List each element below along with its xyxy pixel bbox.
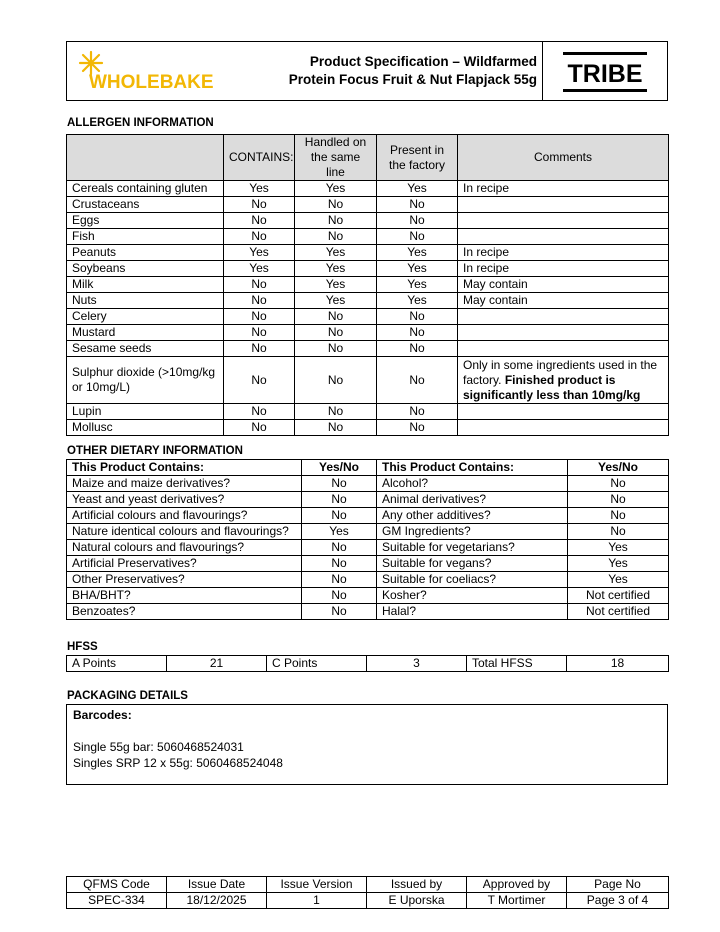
allergen-same-line: No: [295, 404, 377, 420]
allergen-row: [67, 404, 669, 420]
allergen-contains: No: [224, 293, 295, 309]
allergen-same-line: Yes: [295, 181, 377, 197]
allergen-comment: [458, 261, 669, 277]
dietary-col-left-value: Yes/No: [302, 460, 377, 476]
dietary-left-value: No: [302, 492, 377, 508]
dietary-left-value: Yes: [302, 524, 377, 540]
dietary-left-value: No: [302, 572, 377, 588]
allergen-name: Mustard: [67, 325, 224, 341]
allergen-comment: [458, 341, 669, 357]
allergen-comment: [458, 404, 669, 420]
dietary-table: [66, 459, 669, 620]
footer-table: [66, 876, 669, 909]
dietary-left-item: Artificial colours and flavourings?: [67, 508, 302, 524]
allergen-comment-text: In recipe: [463, 261, 510, 275]
dietary-left-value: No: [302, 604, 377, 620]
allergen-name: Cereals containing gluten: [67, 181, 224, 197]
allergen-comment: [458, 420, 669, 436]
allergen-name: Celery: [67, 309, 224, 325]
dietary-right-value: No: [568, 508, 669, 524]
allergen-name: Sesame seeds: [67, 341, 224, 357]
allergen-name: Soybeans: [67, 261, 224, 277]
allergen-factory: No: [377, 325, 458, 341]
allergen-same-line: No: [295, 229, 377, 245]
dietary-right-item: Any other additives?: [377, 508, 568, 524]
allergen-same-line: No: [295, 325, 377, 341]
allergen-comment: [458, 229, 669, 245]
allergen-contains: No: [224, 404, 295, 420]
dietary-left-item: Other Preservatives?: [67, 572, 302, 588]
allergen-contains: Yes: [224, 181, 295, 197]
dietary-row: [67, 588, 669, 604]
allergen-comment-text: In recipe: [463, 181, 510, 195]
allergen-same-line: No: [295, 420, 377, 436]
dietary-left-item: Nature identical colours and flavourings?: [67, 524, 302, 540]
footer-header-cell: Approved by: [467, 877, 567, 893]
allergen-same-line: No: [295, 213, 377, 229]
allergen-name: Crustaceans: [67, 197, 224, 213]
dietary-right-item: GM Ingredients?: [377, 524, 568, 540]
footer-value-cell: 1: [267, 893, 367, 909]
allergen-comment: [458, 293, 669, 309]
allergen-contains: No: [224, 229, 295, 245]
dietary-row: [67, 524, 669, 540]
hfss-total-label: Total HFSS: [467, 656, 567, 672]
allergen-row: [67, 325, 669, 341]
footer-header-cell: Page No: [567, 877, 669, 893]
allergen-factory: No: [377, 309, 458, 325]
allergen-comment: [458, 357, 669, 404]
allergen-name: Peanuts: [67, 245, 224, 261]
allergen-row: [67, 341, 669, 357]
allergen-same-line: Yes: [295, 277, 377, 293]
allergen-col-comments: Comments: [458, 135, 669, 181]
allergen-same-line: No: [295, 341, 377, 357]
allergen-contains: Yes: [224, 245, 295, 261]
allergen-comment-text: Only in some ingredients used in the factory.: [463, 357, 658, 387]
allergen-col-name: [67, 135, 224, 181]
dietary-right-value: No: [568, 524, 669, 540]
allergen-row: [67, 245, 669, 261]
allergen-contains: No: [224, 325, 295, 341]
dietary-left-value: No: [302, 556, 377, 572]
barcode-single: Single 55g bar: 5060468524031: [73, 740, 244, 754]
allergen-contains: No: [224, 309, 295, 325]
dietary-row: [67, 604, 669, 620]
allergen-comment: [458, 181, 669, 197]
dietary-right-value: Not certified: [568, 604, 669, 620]
allergen-factory: Yes: [377, 245, 458, 261]
allergen-factory: No: [377, 404, 458, 420]
dietary-left-value: No: [302, 508, 377, 524]
allergen-comment: [458, 325, 669, 341]
dietary-right-item: Suitable for vegetarians?: [377, 540, 568, 556]
allergen-same-line: Yes: [295, 261, 377, 277]
dietary-right-value: No: [568, 492, 669, 508]
dietary-right-item: Suitable for vegans?: [377, 556, 568, 572]
dietary-right-value: Yes: [568, 540, 669, 556]
dietary-left-value: No: [302, 476, 377, 492]
allergen-comment: [458, 213, 669, 229]
dietary-row: [67, 540, 669, 556]
footer-value-cell: SPEC-334: [67, 893, 167, 909]
allergen-comment: [458, 197, 669, 213]
document-header: [66, 41, 668, 101]
allergen-row: [67, 309, 669, 325]
allergen-row: [67, 261, 669, 277]
allergen-comment: [458, 245, 669, 261]
hfss-c-label: C Points: [267, 656, 367, 672]
allergen-name: Milk: [67, 277, 224, 293]
dietary-left-item: Natural colours and flavourings?: [67, 540, 302, 556]
header-divider: [542, 42, 543, 100]
document-title: Product Specification – Wildfarmed Protein Focus Fruit & Nut Flapjack 55g: [288, 54, 537, 87]
allergen-factory: No: [377, 420, 458, 436]
allergen-contains: No: [224, 420, 295, 436]
allergen-name: Sulphur dioxide (>10mg/kg or 10mg/L): [67, 357, 224, 404]
allergen-col-factory: Present in the factory: [377, 135, 458, 181]
allergen-factory: No: [377, 213, 458, 229]
dietary-row: [67, 508, 669, 524]
allergen-name: Nuts: [67, 293, 224, 309]
dietary-row: [67, 476, 669, 492]
allergen-contains: Yes: [224, 261, 295, 277]
allergen-row: [67, 277, 669, 293]
allergen-comment: [458, 309, 669, 325]
hfss-total-value: 18: [567, 656, 669, 672]
allergen-comment-text: May contain: [463, 293, 528, 307]
allergen-contains: No: [224, 277, 295, 293]
hfss-c-value: 3: [367, 656, 467, 672]
dietary-col-right: This Product Contains:: [377, 460, 568, 476]
allergen-section-title: ALLERGEN INFORMATION: [67, 117, 214, 129]
packaging-section-title: PACKAGING DETAILS: [67, 690, 188, 702]
hfss-table: [66, 655, 669, 672]
allergen-factory: No: [377, 341, 458, 357]
svg-text:WHOLEBAKE: WHOLEBAKE: [89, 72, 214, 93]
allergen-factory: Yes: [377, 181, 458, 197]
hfss-section-title: HFSS: [67, 641, 98, 653]
dietary-right-value: Yes: [568, 556, 669, 572]
dietary-right-item: Alcohol?: [377, 476, 568, 492]
dietary-section-title: OTHER DIETARY INFORMATION: [67, 445, 243, 457]
dietary-left-item: Benzoates?: [67, 604, 302, 620]
dietary-right-item: Suitable for coeliacs?: [377, 572, 568, 588]
allergen-same-line: Yes: [295, 245, 377, 261]
allergen-row: [67, 229, 669, 245]
allergen-contains: No: [224, 197, 295, 213]
allergen-factory: No: [377, 229, 458, 245]
dietary-left-item: Yeast and yeast derivatives?: [67, 492, 302, 508]
footer-header-cell: QFMS Code: [67, 877, 167, 893]
allergen-col-same-line: Handled on the same line: [295, 135, 377, 181]
footer-header-cell: Issue Date: [167, 877, 267, 893]
allergen-row: [67, 420, 669, 436]
allergen-comment-text: May contain: [463, 277, 528, 291]
allergen-factory: Yes: [377, 261, 458, 277]
allergen-row: [67, 357, 669, 404]
allergen-row: [67, 293, 669, 309]
dietary-right-value: Not certified: [568, 588, 669, 604]
hfss-a-value: 21: [167, 656, 267, 672]
allergen-comment: [458, 277, 669, 293]
footer-value-cell: T Mortimer: [467, 893, 567, 909]
footer-value-cell: E Uporska: [367, 893, 467, 909]
allergen-factory: Yes: [377, 277, 458, 293]
allergen-contains: No: [224, 357, 295, 404]
dietary-row: [67, 492, 669, 508]
allergen-comment-bold: Finished product is significantly less than 10mg/kg: [463, 372, 641, 402]
barcode-multipack: Singles SRP 12 x 55g: 5060468524048: [73, 756, 283, 770]
allergen-same-line: No: [295, 357, 377, 404]
barcodes-label: Barcodes:: [73, 708, 132, 722]
allergen-table: [66, 134, 669, 436]
allergen-name: Fish: [67, 229, 224, 245]
dietary-right-value: No: [568, 476, 669, 492]
tribe-logo: [563, 52, 647, 92]
dietary-left-item: Artificial Preservatives?: [67, 556, 302, 572]
packaging-box: [66, 704, 668, 785]
dietary-left-value: No: [302, 540, 377, 556]
allergen-name: Eggs: [67, 213, 224, 229]
dietary-left-item: Maize and maize derivatives?: [67, 476, 302, 492]
wholebake-logo: [75, 48, 245, 96]
dietary-col-left: This Product Contains:: [67, 460, 302, 476]
footer-header-cell: Issued by: [367, 877, 467, 893]
allergen-col-contains: CONTAINS:: [224, 135, 295, 181]
svg-text:TRIBE: TRIBE: [567, 60, 643, 88]
allergen-comment-text: In recipe: [463, 245, 510, 259]
allergen-contains: No: [224, 213, 295, 229]
dietary-col-right-value: Yes/No: [568, 460, 669, 476]
allergen-factory: No: [377, 357, 458, 404]
footer-value-cell: 18/12/2025: [167, 893, 267, 909]
allergen-row: [67, 213, 669, 229]
footer-header-cell: Issue Version: [267, 877, 367, 893]
allergen-row: [67, 181, 669, 197]
allergen-contains: No: [224, 341, 295, 357]
allergen-name: Lupin: [67, 404, 224, 420]
hfss-a-label: A Points: [67, 656, 167, 672]
dietary-right-value: Yes: [568, 572, 669, 588]
allergen-same-line: Yes: [295, 293, 377, 309]
footer-value-cell: Page 3 of 4: [567, 893, 669, 909]
allergen-same-line: No: [295, 309, 377, 325]
dietary-right-item: Kosher?: [377, 588, 568, 604]
allergen-row: [67, 197, 669, 213]
dietary-right-item: Animal derivatives?: [377, 492, 568, 508]
dietary-row: [67, 556, 669, 572]
allergen-factory: No: [377, 197, 458, 213]
dietary-left-value: No: [302, 588, 377, 604]
dietary-right-item: Halal?: [377, 604, 568, 620]
allergen-name: Mollusc: [67, 420, 224, 436]
allergen-same-line: No: [295, 197, 377, 213]
dietary-left-item: BHA/BHT?: [67, 588, 302, 604]
dietary-row: [67, 572, 669, 588]
allergen-factory: Yes: [377, 293, 458, 309]
